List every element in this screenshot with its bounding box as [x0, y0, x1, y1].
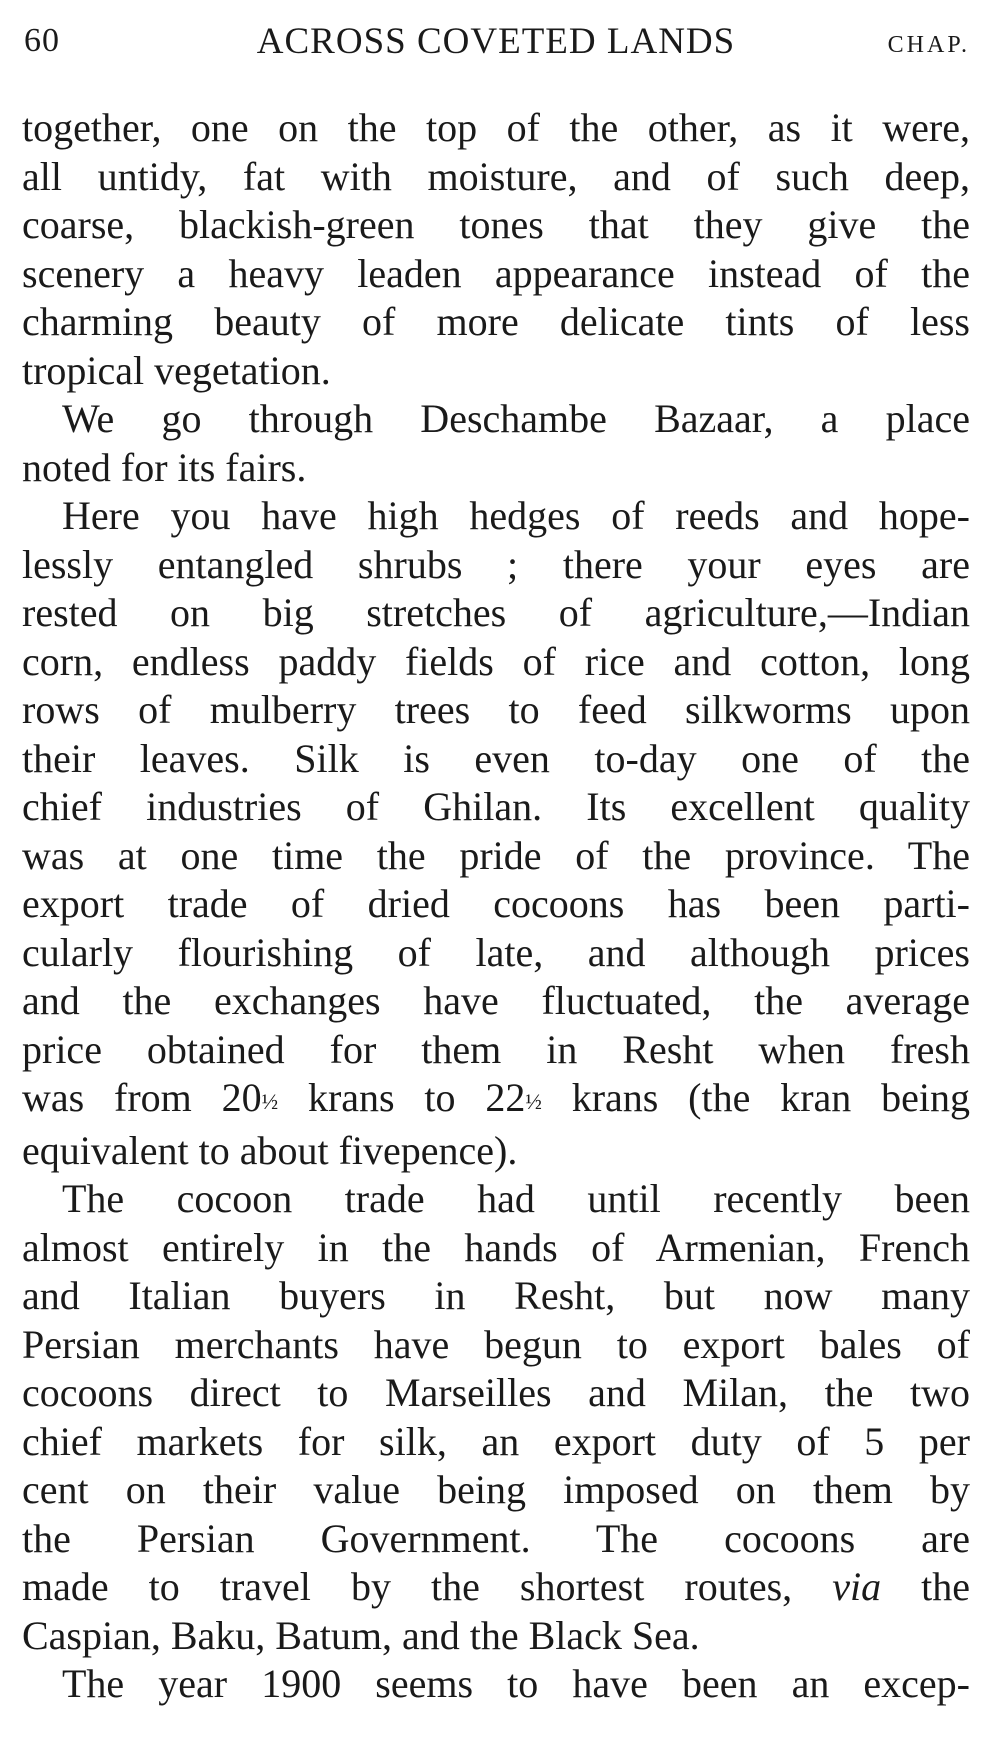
text-line: We go through Deschambe Bazaar, a place	[62, 396, 970, 441]
text-line: and Italian buyers in Resht, but now many	[22, 1273, 970, 1318]
text-line: coarse, blackish-green tones that they give the	[22, 202, 970, 247]
text-line: lessly entangled shrubs ; there your eyes are	[22, 541, 970, 587]
text-line: Persian merchants have begun to export bales of	[22, 1321, 970, 1367]
text-line: cularly flourishing of late, and although prices	[22, 929, 970, 975]
text-line: chief industries of Ghilan. Its excellent quality	[22, 784, 970, 829]
text-line: noted for its fairs.	[22, 444, 307, 490]
text-fragment: krans to 22	[278, 1075, 526, 1120]
page-number: 60	[24, 22, 60, 59]
italic-word: via	[832, 1564, 882, 1609]
text-line: almost entirely in the hands of Armenian, French	[22, 1224, 970, 1270]
paragraph-5	[22, 1660, 970, 1709]
text-line: charming beauty of more delicate tints of less	[22, 299, 970, 344]
text-line-with-fractions	[22, 1074, 970, 1127]
fraction-half: ½	[525, 1089, 542, 1114]
text-line: The cocoon trade had until recently been	[62, 1176, 970, 1221]
book-page	[22, 0, 970, 1742]
running-title: ACROSS COVETED LANDS	[256, 21, 736, 62]
text-line: cent on their value being imposed on them by	[22, 1467, 970, 1512]
text-line: The year 1900 seems to have been an excep-	[62, 1661, 970, 1706]
text-line: export trade of dried cocoons has been parti-	[22, 881, 970, 926]
text-line: the Persian Government. The cocoons are	[22, 1515, 970, 1561]
chapter-label: CHAP.	[887, 32, 970, 58]
text-line: together, one on the top of the other, as it were,	[22, 105, 970, 150]
paragraph-4	[22, 1175, 970, 1660]
text-fragment: made to travel by the shortest routes,	[22, 1564, 833, 1609]
text-line-with-italic	[22, 1563, 970, 1612]
text-line: rested on big stretches of agriculture,—Indian	[22, 590, 970, 635]
text-line: their leaves. Silk is even to-day one of the	[22, 735, 970, 781]
text-fragment: was from 20	[22, 1075, 262, 1120]
text-line: chief markets for silk, an export duty of 5 per	[22, 1418, 970, 1464]
text-line: and the exchanges have fluctuated, the average	[22, 978, 970, 1023]
text-line: corn, endless paddy fields of rice and cotton, long	[22, 638, 970, 684]
text-line: cocoons direct to Marseilles and Milan, the two	[22, 1370, 970, 1415]
text-line: price obtained for them in Resht when fresh	[22, 1026, 970, 1072]
running-head	[22, 14, 970, 70]
text-fragment: the	[881, 1564, 970, 1609]
text-line: tropical vegetation.	[22, 347, 331, 393]
text-line: was at one time the pride of the province. The	[22, 832, 970, 878]
fraction-half: ½	[261, 1089, 279, 1114]
paragraph-3	[22, 492, 970, 1175]
paragraph-1	[22, 104, 970, 395]
paragraph-2	[22, 395, 970, 492]
text-line: rows of mulberry trees to feed silkworms upon	[22, 687, 970, 732]
text-line: scenery a heavy leaden appearance instead of the	[22, 250, 970, 296]
body-text	[22, 104, 970, 1709]
text-line: Caspian, Baku, Batum, and the Black Sea.	[22, 1612, 700, 1658]
text-line: Here you have high hedges of reeds and hope-	[62, 493, 970, 538]
text-line: equivalent to about fivepence).	[22, 1127, 518, 1173]
text-fragment: krans (the kran being	[541, 1075, 970, 1120]
text-line: all untidy, fat with moisture, and of such deep,	[22, 153, 970, 199]
